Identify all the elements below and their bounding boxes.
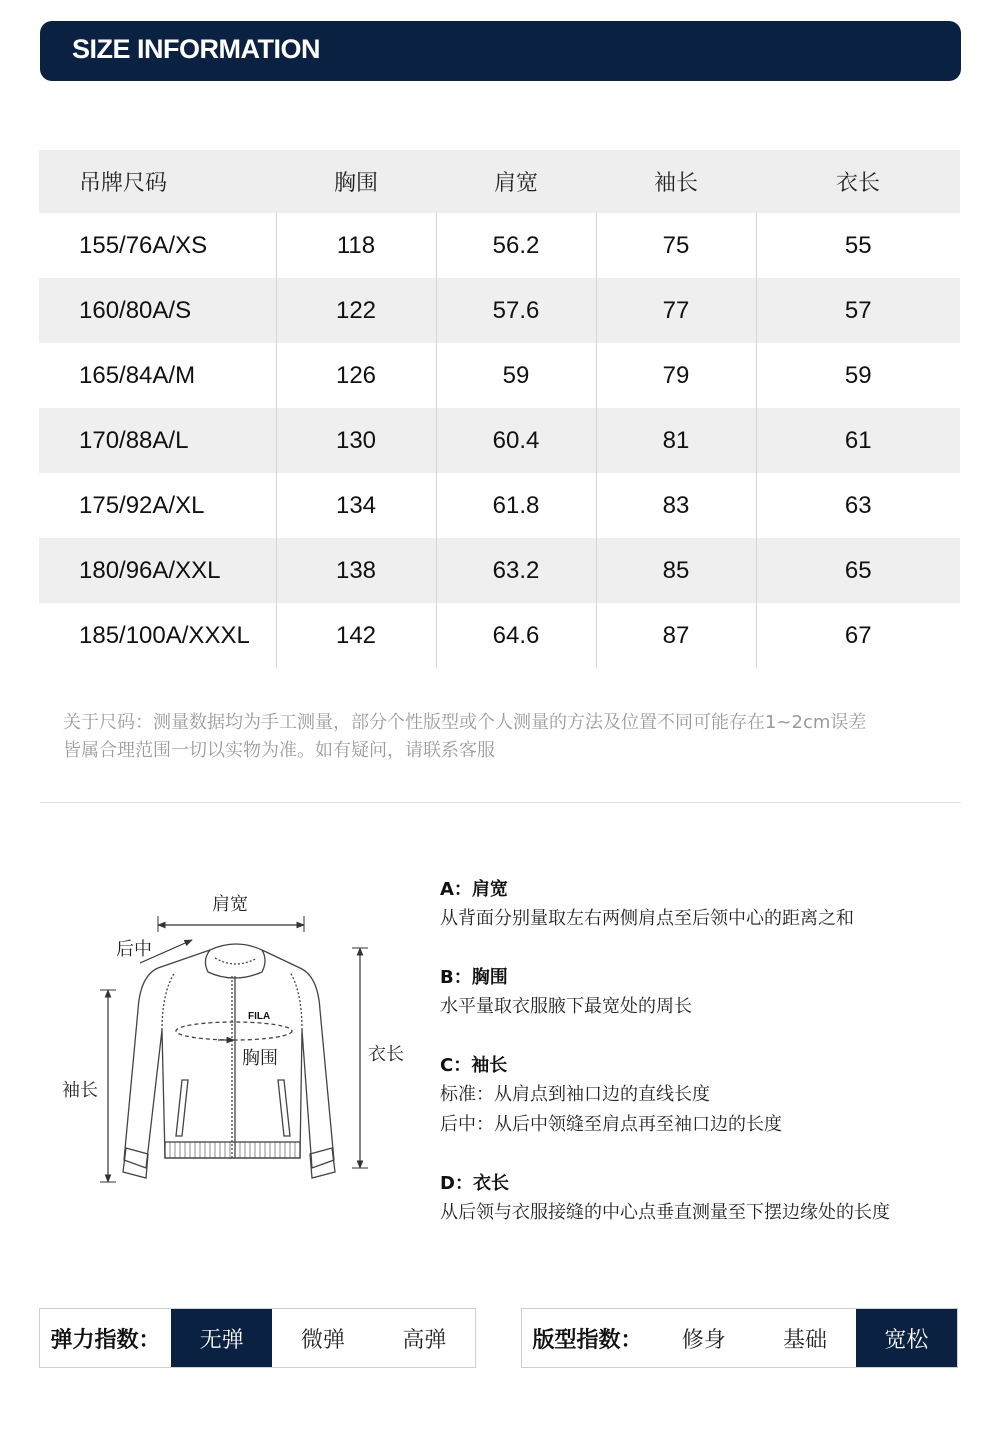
label-chest: 胸围	[242, 1048, 278, 1069]
table-cell: 134	[276, 473, 436, 538]
table-row	[39, 538, 960, 603]
label-back-center: 后中	[116, 939, 152, 960]
definition-title: D：衣长	[440, 1173, 509, 1194]
table-cell: 165/84A/M	[79, 361, 196, 389]
table-cell: 138	[276, 538, 436, 603]
table-cell: 57	[756, 278, 960, 343]
table-cell: 75	[596, 213, 756, 278]
fit-scale	[521, 1308, 958, 1368]
table-cell: 57.6	[436, 278, 596, 343]
table-cell: 155/76A/XS	[79, 231, 208, 259]
label-sleeve: 袖长	[62, 1080, 98, 1101]
table-cell: 126	[276, 343, 436, 408]
table-cell: 65	[756, 538, 960, 603]
size-table	[39, 150, 960, 668]
page-title: SIZE INFORMATION	[72, 34, 320, 64]
definition-c	[440, 1052, 980, 1140]
elasticity-option-none: 无弹	[171, 1309, 272, 1367]
table-cell: 142	[276, 603, 436, 668]
table-cell: 175/92A/XL	[79, 491, 205, 519]
label-length: 衣长	[368, 1044, 404, 1065]
table-header-row	[39, 150, 960, 213]
definition-a	[440, 876, 980, 934]
table-cell: 63.2	[436, 538, 596, 603]
table-cell: 56.2	[436, 213, 596, 278]
divider	[40, 802, 961, 803]
table-row	[39, 343, 960, 408]
table-cell: 77	[596, 278, 756, 343]
fit-label: 版型指数：	[532, 1327, 643, 1353]
column-header: 肩宽	[436, 150, 596, 213]
jacket-measurement-diagram	[50, 880, 430, 1210]
definition-desc: 从后领与衣服接缝的中心点垂直测量至下摆边缘处的长度	[440, 1202, 890, 1223]
measurement-definitions	[440, 876, 980, 1258]
table-cell: 85	[596, 538, 756, 603]
fit-option-regular: 基础	[783, 1327, 828, 1353]
elasticity-option-slight: 微弹	[301, 1327, 346, 1353]
column-header: 袖长	[596, 150, 756, 213]
table-row	[39, 278, 960, 343]
table-cell: 63	[756, 473, 960, 538]
definition-b	[440, 964, 980, 1022]
table-cell: 122	[276, 278, 436, 343]
elasticity-option-high: 高弹	[402, 1327, 447, 1353]
definition-desc: 水平量取衣服腋下最宽处的周长	[440, 996, 692, 1017]
column-header: 吊牌尺码	[39, 150, 276, 213]
table-cell: 180/96A/XXL	[39, 538, 276, 603]
table-row	[39, 603, 960, 668]
fit-option-loose: 宽松	[856, 1309, 957, 1367]
definition-title: C：袖长	[440, 1055, 508, 1076]
fit-option-slim: 修身	[681, 1327, 726, 1353]
note-line: 皆属合理范围一切以实物为准。如有疑问，请联系客服	[63, 740, 495, 761]
table-cell: 59	[756, 343, 960, 408]
table-cell: 130	[276, 408, 436, 473]
table-cell: 61	[756, 408, 960, 473]
label-shoulder: 肩宽	[212, 894, 248, 915]
fila-logo: FILA	[248, 1011, 271, 1022]
table-cell: 67	[756, 603, 960, 668]
note-line: 关于尺码：测量数据均为手工测量，部分个性版型或个人测量的方法及位置不同可能存在1~2cm误差	[63, 712, 867, 733]
size-note	[63, 709, 963, 765]
elasticity-scale	[39, 1308, 476, 1368]
table-row	[39, 473, 960, 538]
table-cell: 55	[756, 213, 960, 278]
table-cell: 170/88A/L	[39, 408, 276, 473]
table-cell: 160/80A/S	[39, 278, 276, 343]
table-cell: 83	[596, 473, 756, 538]
table-row	[39, 408, 960, 473]
table-row	[39, 213, 960, 278]
table-cell: 64.6	[436, 603, 596, 668]
table-cell: 118	[276, 213, 436, 278]
table-cell: 60.4	[436, 408, 596, 473]
definition-title: A：肩宽	[440, 879, 508, 900]
table-cell: 185/100A/XXXL	[79, 621, 250, 649]
table-cell: 81	[596, 408, 756, 473]
definition-desc: 标准：从肩点到袖口边的直线长度	[440, 1084, 710, 1105]
definition-desc: 后中：从后中领缝至肩点再至袖口边的长度	[440, 1114, 782, 1135]
definition-title: B：胸围	[440, 967, 508, 988]
definition-d	[440, 1170, 980, 1228]
table-cell: 61.8	[436, 473, 596, 538]
elasticity-label: 弹力指数：	[50, 1327, 161, 1353]
table-cell: 87	[596, 603, 756, 668]
header-bar	[40, 21, 961, 81]
table-cell: 59	[436, 343, 596, 408]
column-header: 胸围	[276, 150, 436, 213]
table-cell: 79	[596, 343, 756, 408]
column-header: 衣长	[756, 150, 960, 213]
definition-desc: 从背面分别量取左右两侧肩点至后领中心的距离之和	[440, 908, 854, 929]
